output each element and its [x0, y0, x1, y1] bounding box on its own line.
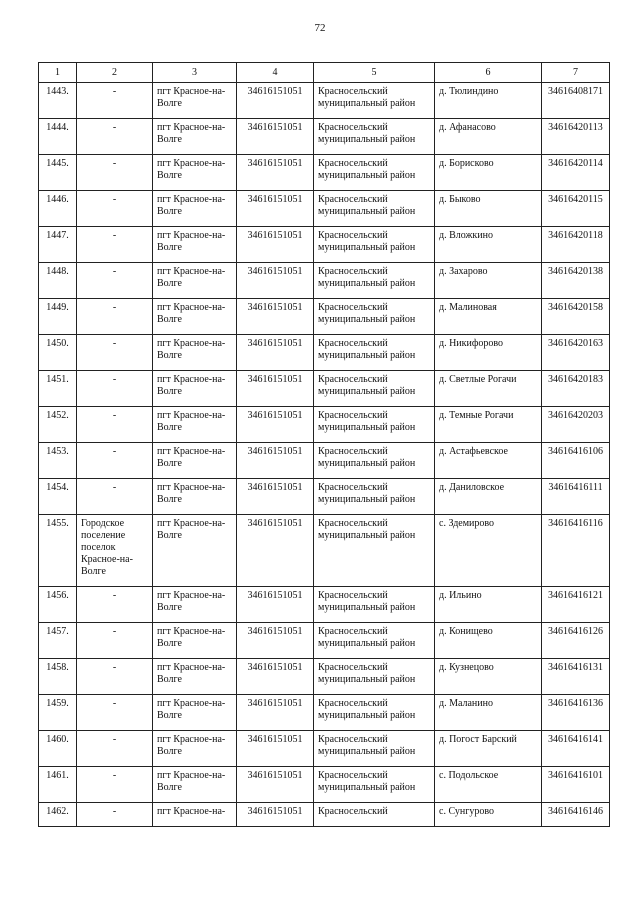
municipal-entity: -	[77, 299, 153, 335]
locality-name: с. Подольское	[435, 767, 542, 803]
oktmo-code: 34616416141	[542, 731, 610, 767]
column-header: 3	[153, 63, 237, 83]
table-row	[39, 155, 610, 191]
locality-name: д. Никифорово	[435, 335, 542, 371]
settlement-code: 34616151051	[237, 191, 314, 227]
district-name: Красносельский муниципальный район	[314, 191, 435, 227]
settlement-code: 34616151051	[237, 623, 314, 659]
settlement-code: 34616151051	[237, 371, 314, 407]
oktmo-code: 34616420138	[542, 263, 610, 299]
oktmo-code: 34616408171	[542, 83, 610, 119]
row-number: 1461.	[39, 767, 77, 803]
locality-name: д. Кузнецово	[435, 659, 542, 695]
district-name: Красносельский муниципальный район	[314, 695, 435, 731]
settlement-name: пгт Красное-на-Волге	[153, 695, 237, 731]
registry-table	[38, 62, 610, 827]
row-number: 1455.	[39, 515, 77, 587]
district-name: Красносельский муниципальный район	[314, 407, 435, 443]
locality-name: д. Даниловское	[435, 479, 542, 515]
table-row	[39, 587, 610, 623]
municipal-entity: -	[77, 731, 153, 767]
settlement-name: пгт Красное-на-Волге	[153, 587, 237, 623]
row-number: 1448.	[39, 263, 77, 299]
municipal-entity: -	[77, 119, 153, 155]
table-row	[39, 407, 610, 443]
row-number: 1460.	[39, 731, 77, 767]
table-row	[39, 659, 610, 695]
table-row	[39, 515, 610, 587]
settlement-name: пгт Красное-на-Волге	[153, 299, 237, 335]
row-number: 1447.	[39, 227, 77, 263]
settlement-name: пгт Красное-на-Волге	[153, 83, 237, 119]
district-name: Красносельский муниципальный район	[314, 155, 435, 191]
settlement-code: 34616151051	[237, 299, 314, 335]
municipal-entity: -	[77, 407, 153, 443]
table-row	[39, 299, 610, 335]
settlement-name: пгт Красное-на-Волге	[153, 191, 237, 227]
municipal-entity: -	[77, 371, 153, 407]
oktmo-code: 34616416111	[542, 479, 610, 515]
column-header: 5	[314, 63, 435, 83]
settlement-code: 34616151051	[237, 263, 314, 299]
district-name: Красносельский муниципальный район	[314, 587, 435, 623]
locality-name: д. Погост Барский	[435, 731, 542, 767]
settlement-code: 34616151051	[237, 803, 314, 827]
row-number: 1452.	[39, 407, 77, 443]
locality-name: д. Борисково	[435, 155, 542, 191]
oktmo-code: 34616420118	[542, 227, 610, 263]
row-number: 1445.	[39, 155, 77, 191]
district-name: Красносельский муниципальный район	[314, 299, 435, 335]
column-header: 4	[237, 63, 314, 83]
locality-name: д. Ильино	[435, 587, 542, 623]
district-name: Красносельский муниципальный район	[314, 767, 435, 803]
row-number: 1451.	[39, 371, 77, 407]
settlement-code: 34616151051	[237, 659, 314, 695]
district-name: Красносельский муниципальный район	[314, 659, 435, 695]
settlement-code: 34616151051	[237, 119, 314, 155]
settlement-name: пгт Красное-на-Волге	[153, 767, 237, 803]
district-name: Красносельский	[314, 803, 435, 827]
locality-name: д. Быково	[435, 191, 542, 227]
oktmo-code: 34616420183	[542, 371, 610, 407]
settlement-name: пгт Красное-на-Волге	[153, 227, 237, 263]
header-row	[39, 63, 610, 83]
column-header: 2	[77, 63, 153, 83]
municipal-entity: -	[77, 803, 153, 827]
settlement-name: пгт Красное-на-Волге	[153, 371, 237, 407]
table-row	[39, 479, 610, 515]
oktmo-code: 34616420114	[542, 155, 610, 191]
locality-name: д. Захарово	[435, 263, 542, 299]
municipal-entity: -	[77, 623, 153, 659]
settlement-code: 34616151051	[237, 731, 314, 767]
locality-name: д. Малиновая	[435, 299, 542, 335]
settlement-code: 34616151051	[237, 83, 314, 119]
oktmo-code: 34616420158	[542, 299, 610, 335]
district-name: Красносельский муниципальный район	[314, 623, 435, 659]
municipal-entity: -	[77, 767, 153, 803]
settlement-name: пгт Красное-на-Волге	[153, 731, 237, 767]
district-name: Красносельский муниципальный район	[314, 263, 435, 299]
district-name: Красносельский муниципальный район	[314, 335, 435, 371]
district-name: Красносельский муниципальный район	[314, 227, 435, 263]
municipal-entity: -	[77, 443, 153, 479]
municipal-entity: -	[77, 587, 153, 623]
oktmo-code: 34616416101	[542, 767, 610, 803]
locality-name: д. Светлые Рогачи	[435, 371, 542, 407]
oktmo-code: 34616416121	[542, 587, 610, 623]
settlement-code: 34616151051	[237, 587, 314, 623]
settlement-code: 34616151051	[237, 479, 314, 515]
column-header: 6	[435, 63, 542, 83]
row-number: 1446.	[39, 191, 77, 227]
settlement-name: пгт Красное-на-Волге	[153, 335, 237, 371]
district-name: Красносельский муниципальный район	[314, 731, 435, 767]
row-number: 1456.	[39, 587, 77, 623]
row-number: 1443.	[39, 83, 77, 119]
settlement-name: пгт Красное-на-Волге	[153, 659, 237, 695]
table-row	[39, 803, 610, 827]
page-number: 72	[314, 22, 326, 34]
locality-name: д. Афанасово	[435, 119, 542, 155]
oktmo-code: 34616420113	[542, 119, 610, 155]
settlement-code: 34616151051	[237, 227, 314, 263]
settlement-name: пгт Красное-на-Волге	[153, 119, 237, 155]
table-row	[39, 371, 610, 407]
municipal-entity: -	[77, 479, 153, 515]
row-number: 1453.	[39, 443, 77, 479]
table-row	[39, 695, 610, 731]
locality-name: д. Вложкино	[435, 227, 542, 263]
district-name: Красносельский муниципальный район	[314, 479, 435, 515]
settlement-code: 34616151051	[237, 443, 314, 479]
settlement-code: 34616151051	[237, 695, 314, 731]
locality-name: д. Тюлиндино	[435, 83, 542, 119]
table-row	[39, 335, 610, 371]
district-name: Красносельский муниципальный район	[314, 443, 435, 479]
settlement-code: 34616151051	[237, 407, 314, 443]
locality-name: с. Здемирово	[435, 515, 542, 587]
oktmo-code: 34616420163	[542, 335, 610, 371]
oktmo-code: 34616420115	[542, 191, 610, 227]
oktmo-code: 34616416131	[542, 659, 610, 695]
row-number: 1444.	[39, 119, 77, 155]
table-row	[39, 263, 610, 299]
row-number: 1449.	[39, 299, 77, 335]
oktmo-code: 34616416136	[542, 695, 610, 731]
table-row	[39, 191, 610, 227]
municipal-entity: -	[77, 227, 153, 263]
settlement-name: пгт Красное-на-Волге	[153, 443, 237, 479]
oktmo-code: 34616416126	[542, 623, 610, 659]
oktmo-code: 34616420203	[542, 407, 610, 443]
oktmo-code: 34616416106	[542, 443, 610, 479]
district-name: Красносельский муниципальный район	[314, 371, 435, 407]
oktmo-code: 34616416146	[542, 803, 610, 827]
settlement-code: 34616151051	[237, 155, 314, 191]
settlement-name: пгт Красное-на-Волге	[153, 515, 237, 587]
settlement-code: 34616151051	[237, 335, 314, 371]
district-name: Красносельский муниципальный район	[314, 83, 435, 119]
municipal-entity: -	[77, 191, 153, 227]
municipal-entity: -	[77, 155, 153, 191]
row-number: 1458.	[39, 659, 77, 695]
table-row	[39, 119, 610, 155]
municipal-entity: -	[77, 695, 153, 731]
table-row	[39, 443, 610, 479]
municipal-entity: -	[77, 83, 153, 119]
table-row	[39, 83, 610, 119]
settlement-name: пгт Красное-на-Волге	[153, 263, 237, 299]
settlement-name: пгт Красное-на-Волге	[153, 623, 237, 659]
table-row	[39, 227, 610, 263]
municipal-entity: Городское поселение поселок Красное-на-Волге	[77, 515, 153, 587]
row-number: 1454.	[39, 479, 77, 515]
settlement-name: пгт Красное-на-Волге	[153, 479, 237, 515]
municipal-entity: -	[77, 335, 153, 371]
row-number: 1457.	[39, 623, 77, 659]
locality-name: д. Маланино	[435, 695, 542, 731]
locality-name: с. Сунгурово	[435, 803, 542, 827]
row-number: 1459.	[39, 695, 77, 731]
municipal-entity: -	[77, 659, 153, 695]
column-header: 7	[542, 63, 610, 83]
settlement-name: пгт Красное-на-	[153, 803, 237, 827]
row-number: 1462.	[39, 803, 77, 827]
oktmo-code: 34616416116	[542, 515, 610, 587]
settlement-code: 34616151051	[237, 515, 314, 587]
settlement-name: пгт Красное-на-Волге	[153, 155, 237, 191]
locality-name: д. Темные Рогачи	[435, 407, 542, 443]
locality-name: д. Конищево	[435, 623, 542, 659]
settlement-name: пгт Красное-на-Волге	[153, 407, 237, 443]
table-row	[39, 767, 610, 803]
table-row	[39, 731, 610, 767]
district-name: Красносельский муниципальный район	[314, 119, 435, 155]
locality-name: д. Астафьевское	[435, 443, 542, 479]
table-row	[39, 623, 610, 659]
column-header: 1	[39, 63, 77, 83]
municipal-entity: -	[77, 263, 153, 299]
district-name: Красносельский муниципальный район	[314, 515, 435, 587]
row-number: 1450.	[39, 335, 77, 371]
settlement-code: 34616151051	[237, 767, 314, 803]
